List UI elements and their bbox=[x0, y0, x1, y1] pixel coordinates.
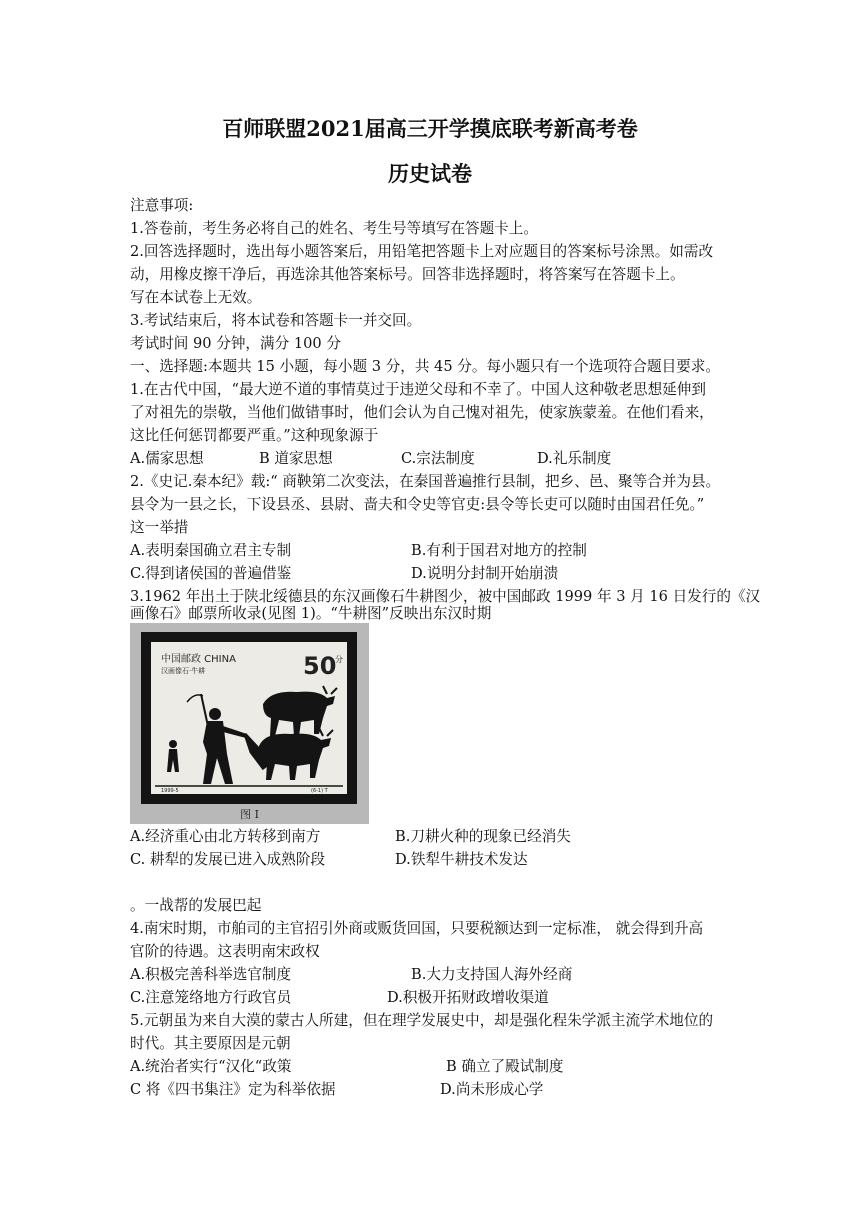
figure-caption: 图 I bbox=[240, 808, 259, 821]
q1-option-c: C.宗法制度 bbox=[401, 450, 475, 467]
q4-option-b: B.大力支持国人海外经商 bbox=[411, 966, 573, 983]
stamp-series-label: 汉画像石·牛耕 bbox=[161, 667, 206, 675]
stamp-value: 50 bbox=[303, 652, 337, 680]
q3-option-a: A.经济重心由北方转移到南方 bbox=[130, 828, 321, 845]
stamp-figure bbox=[130, 623, 369, 824]
q2-option-a: A.表明秦国确立君主专制 bbox=[130, 542, 292, 559]
ox-plowing-illustration bbox=[151, 642, 347, 794]
q5-option-a: A.统治者实行“汉化“政策 bbox=[130, 1058, 292, 1075]
q2-stem-line-1: 2.《史记.秦本纪》载:“ 商鞅第二次变法，在秦国普遍推行县制，把乡、邑、聚等合并为县。 bbox=[130, 473, 721, 490]
q3-option-b: B.刀耕火种的现象已经消失 bbox=[395, 828, 571, 845]
q1-stem-line-1: 1.在古代中国，“最大逆不道的事情莫过于违逆父母和不幸了。中国人这种敬老思想延伸到 bbox=[130, 381, 706, 398]
q1-stem-line-3: 这比任何惩罚都要严重。”这种现象源于 bbox=[130, 427, 379, 444]
q4-option-c: C.注意笼络地方行政官员 bbox=[130, 989, 292, 1006]
q5-stem-line-1: 5.元朝虽为来自大漠的蒙古人所建，但在理学发展史中，却是强化程朱学派主流学术地位的 bbox=[130, 1012, 714, 1029]
q4-stem-line-1: 4.南宋时期，市舶司的主官招引外商或贩货回国，只要税额达到一定标准， 就会得到升高 bbox=[130, 920, 704, 937]
ox-upper bbox=[263, 686, 337, 736]
note-1: 1.答卷前，考生务必将自己的姓名、考生号等填写在答题卡上。 bbox=[130, 220, 538, 237]
q1-option-a: A.儒家思想 bbox=[130, 450, 204, 467]
farmer-figure bbox=[203, 708, 247, 784]
q2-option-c: C.得到诸侯国的普遍借鉴 bbox=[130, 565, 292, 582]
q1-option-d: D.礼乐制度 bbox=[537, 450, 612, 467]
q4-option-d: D.积极开拓财政增收渠道 bbox=[387, 989, 549, 1006]
exam-time: 考试时间 90 分钟，满分 100 分 bbox=[130, 335, 341, 352]
exam-subtitle: 历史试卷 bbox=[388, 161, 472, 186]
child-figure bbox=[167, 740, 179, 772]
stamp-number: (6-1) T bbox=[311, 788, 328, 794]
stamp-value-unit: 分 bbox=[335, 655, 343, 664]
exam-title: 百师联盟2021届高三开学摸底联考新高考卷 bbox=[222, 116, 638, 141]
q4-stem-line-2: 官阶的待遇。这表明南宋政权 bbox=[130, 943, 320, 960]
stamp-face bbox=[151, 642, 347, 794]
q2-stem-line-3: 这一举措 bbox=[130, 519, 189, 536]
q4-option-a: A.积极完善科举选官制度 bbox=[130, 966, 292, 983]
q5-option-b: B 确立了殿试制度 bbox=[446, 1058, 564, 1075]
q2-option-d: D.说明分封制开始崩溃 bbox=[411, 565, 559, 582]
q5-option-c: C 将《四书集注》定为科举依据 bbox=[130, 1081, 336, 1098]
stamp-post-label: 中国邮政 CHINA bbox=[161, 654, 236, 665]
note-3: 3.考试结束后，将本试卷和答题卡一并交回。 bbox=[130, 312, 422, 329]
note-2-line-2: 动，用橡皮擦干净后，再选涂其他答案标号。回答非选择题时，将答案写在答题卡上。 bbox=[130, 266, 685, 283]
q1-option-b: B 道家思想 bbox=[259, 450, 333, 467]
q5-option-d: D.尚未形成心学 bbox=[440, 1081, 544, 1098]
q2-option-b: B.有利于国君对地方的控制 bbox=[411, 542, 587, 559]
q2-stem-line-2: 县令为一县之长，下设县丞、县尉、啬夫和令史等官吏:县令等长吏可以随时由国君任免。” bbox=[130, 496, 705, 513]
section-1-heading: 一、选择题:本题共 15 小题，每小题 3 分，共 45 分。每小题只有一个选项符合题目要求。 bbox=[130, 358, 720, 375]
q3-option-d: D.铁犁牛耕技术发达 bbox=[395, 851, 528, 868]
note-2-line-1: 2.回答选择题时，选出每小题答案后，用铅笔把答题卡上对应题目的答案标号涂黑。如需改 bbox=[130, 243, 714, 260]
q3-stray-text: 。一战帮的发展巴起 bbox=[130, 897, 262, 914]
q3-stem-line-2: 画像石》邮票所收录(见图 1)。“牛耕图”反映出东汉时期 bbox=[130, 605, 492, 622]
note-2-line-3: 写在本试卷上无效。 bbox=[130, 289, 262, 306]
notes-heading: 注意事项: bbox=[130, 197, 194, 214]
stamp-code: 1999-5 bbox=[161, 788, 179, 794]
q5-stem-line-2: 时代。其主要原因是元朝 bbox=[130, 1035, 291, 1052]
q1-stem-line-2: 了对祖先的崇敬，当他们做错事时，他们会认为自己愧对祖先，使家族蒙羞。在他们看来， bbox=[130, 404, 714, 421]
q3-stem-line-1: 3.1962 年出土于陕北绥德县的东汉画像石牛耕图少，被中国邮政 1999 年 3 月 16 日发行的《汉 bbox=[130, 588, 761, 605]
stamp-image bbox=[141, 632, 357, 804]
q3-option-c: C. 耕犁的发展已进入成熟阶段 bbox=[130, 851, 326, 868]
